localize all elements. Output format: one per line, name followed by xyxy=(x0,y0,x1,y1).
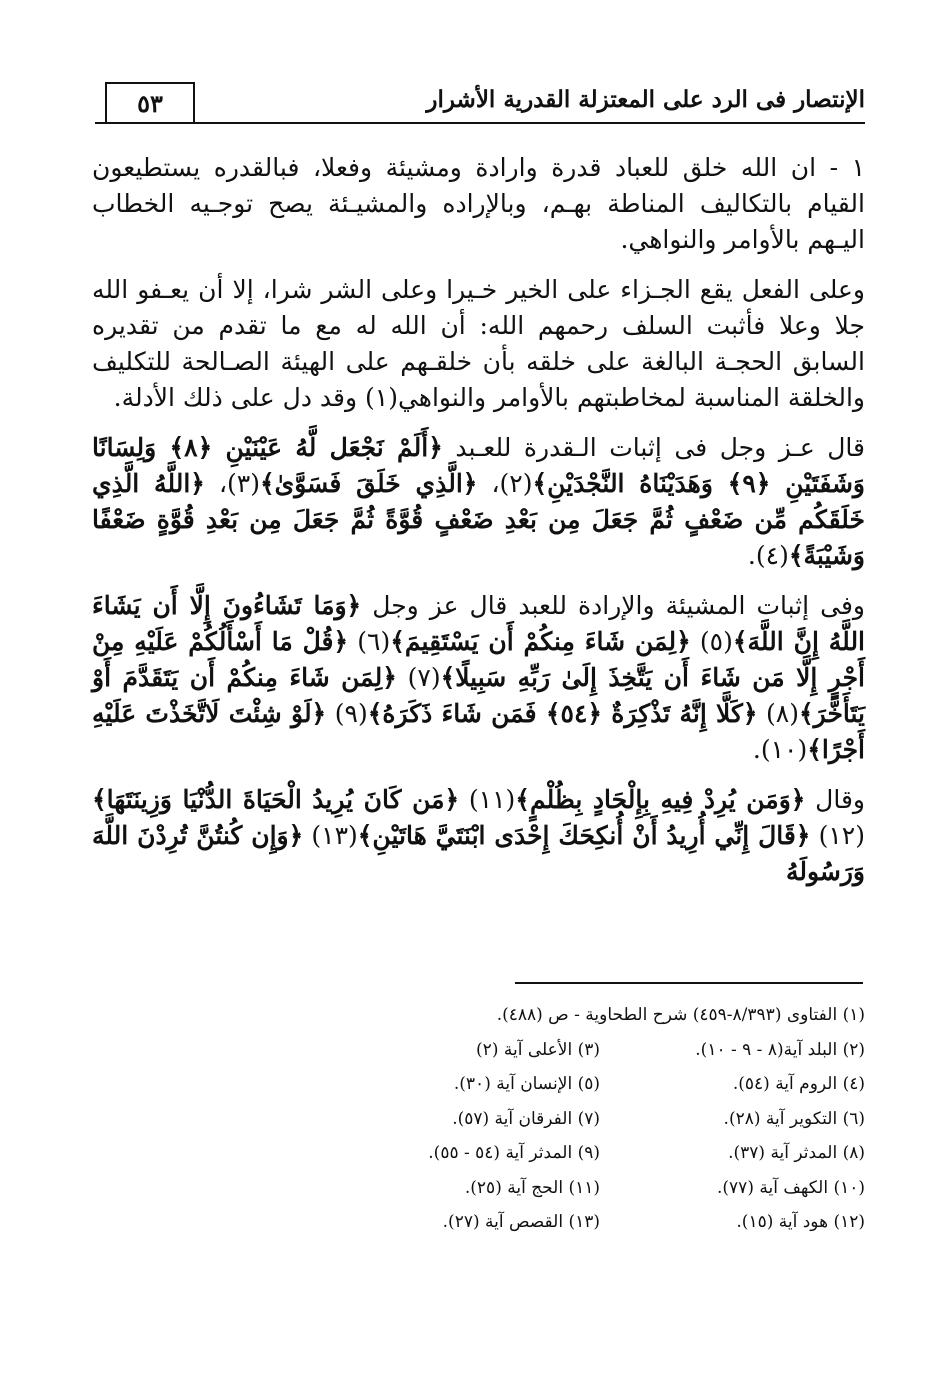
text-run: (١٠). xyxy=(752,735,808,764)
quran-verse: ﴿وَمَن يُرِدْ فِيهِ بِإِلْحَادٍ بِظُلْمٍ﴾ xyxy=(515,785,806,814)
text-run: (٧) xyxy=(396,663,441,692)
footnote: (٨) المدثر آية (٣٧). xyxy=(728,1143,865,1164)
text-run: (١٢) xyxy=(810,821,865,850)
footnote: (٦) التكوير آية (٢٨). xyxy=(723,1108,865,1129)
footnote-row xyxy=(330,1067,865,1102)
footnote: (٤) الروم آية (٥٤). xyxy=(732,1074,865,1095)
header-rule xyxy=(95,122,865,124)
footnote-row xyxy=(330,1205,865,1240)
text-run: وعلى الفعل يقع الجـزاء على الخير خـيرا وعلى الشر شرا، إلا أن يعـفو الله جلا وعلا فأثبت السلف رحمهم الله: أن الله له مع ما تقدم من تقديره السابق الحجـة البالغة على خلقه بأن خلقـهم على الهيئة الصـالحة للتكليف والخلقة المناسبة لمخاطبتهم بالأوامر والنواهي(١) وقد دل على ذلك الأدلة. xyxy=(92,275,865,412)
quran-verse: ﴿الَّذِي خَلَقَ فَسَوَّىٰ﴾ xyxy=(260,469,478,498)
footnote: (٩) المدثر آية (٥٤ - ٥٥). xyxy=(428,1143,600,1164)
quran-verse: ﴿لِمَن شَاءَ مِنكُمْ أَن يَتَقَدَّمَ أَوْ يَتَأَخَّرَ﴾ xyxy=(92,663,866,728)
footnote-row xyxy=(330,1136,865,1171)
footnote: (١٣) القصص آية (٢٧). xyxy=(442,1212,600,1233)
quran-verse: ﴿اللَّهُ الَّذِي خَلَقَكُم مِّن ضَعْفٍ ثُمَّ جَعَلَ مِن بَعْدِ ضَعْفٍ قُوَّةً ثُمَّ جَعَلَ مِن بَعْدِ قُوَّةٍ ضَعْفًا وَشَيْبَةً﴾ xyxy=(92,469,865,570)
text-run: (٢)، xyxy=(477,469,533,498)
text-run: (١٣) xyxy=(303,821,358,850)
text-run: وقال xyxy=(805,785,865,814)
quran-verse: ﴿قُلْ مَا أَسْأَلُكُمْ عَلَيْهِ مِنْ أَجْرٍ إِلَّا مَن شَاءَ أَن يَتَّخِذَ إِلَىٰ رَبِّهِ سَبِيلًا﴾ xyxy=(92,627,866,692)
quran-verse: ﴿وَإِن كُنتُنَّ تُرِدْنَ اللَّهَ وَرَسُولَهُ xyxy=(92,821,865,886)
text-run: وفى إثبات المشيئة والإرادة للعبد قال عز وجل xyxy=(361,591,865,620)
footnote: (٧) الفرقان آية (٥٧). xyxy=(452,1108,600,1129)
text-run: (٤). xyxy=(747,541,789,570)
footnote: (٥) الإنسان آية (٣٠). xyxy=(453,1074,600,1095)
text-run: (٥) xyxy=(690,627,733,656)
footnotes xyxy=(330,998,865,1240)
quran-verse: ﴿وَمَا تَشَاءُونَ إِلَّا أَن يَشَاءَ اللَّهُ إِنَّ اللَّهَ﴾ xyxy=(92,591,866,656)
footnote-divider xyxy=(515,982,863,984)
footnote: (٣) الأعلى آية (٢) xyxy=(476,1039,600,1060)
text-run: ١ - ان الله خلق للعباد قدرة وارادة ومشيئة وفعلا، فبالقدره يستطيعون القيام بالتكاليف المناطة بهـم، وبالإراده والمشيـئة يصح توجـيه الخطاب اليـهم بالأوامر والنواهي. xyxy=(92,153,865,254)
paragraph xyxy=(92,150,865,258)
page-number-text: ٥٣ xyxy=(137,88,163,118)
text-run: (١١) xyxy=(459,785,516,814)
paragraph xyxy=(92,588,865,768)
quran-verse: ﴿كَلَّا إِنَّهُ تَذْكِرَةٌ ﴿٥٤﴾ فَمَن شَاءَ ذَكَرَهُ﴾ xyxy=(367,699,758,728)
quran-verse: ﴿لِمَن شَاءَ مِنكُمْ أَن يَسْتَقِيمَ﴾ xyxy=(390,627,691,656)
text-run: (٩) xyxy=(326,699,368,728)
footnote-row xyxy=(330,1033,865,1068)
text-run: قال عـز وجل فى إثبات الـقدرة للعـبد xyxy=(442,433,865,462)
footnote-row xyxy=(330,998,865,1033)
quran-verse: ﴿لَوْ شِئْتَ لَاتَّخَذْتَ عَلَيْهِ أَجْرًا﴾ xyxy=(92,699,865,764)
running-title: الإنتصار فى الرد على المعتزلة القدرية الأشرار xyxy=(426,86,865,113)
footnote: (١٢) هود آية (١٥). xyxy=(736,1212,865,1233)
quran-verse: ﴿قَالَ إِنِّي أُرِيدُ أَنْ أُنكِحَكَ إِحْدَى ابْنَتَيَّ هَاتَيْنِ﴾ xyxy=(357,821,811,850)
text-run: (٨) xyxy=(757,699,799,728)
text-run: (٣)، xyxy=(204,469,260,498)
footnote: (١٠) الكهف آية (٧٧). xyxy=(717,1177,865,1198)
page-header xyxy=(95,82,865,126)
body-text xyxy=(92,150,865,904)
footnote-row xyxy=(330,1171,865,1206)
footnote: (١١) الحج آية (٢٥). xyxy=(464,1177,600,1198)
page-number xyxy=(105,82,195,124)
quran-verse: ﴿مَن كَانَ يُرِيدُ الْحَيَاةَ الدُّنْيَا وَزِينَتَهَا﴾ xyxy=(92,785,460,814)
paragraph xyxy=(92,272,865,416)
paragraph xyxy=(92,782,865,890)
paragraph xyxy=(92,430,865,574)
footnote: (١) الفتاوى (٨/٣٩٣-٤٥٩) شرح الطحاوية - ص (٤٨٨). xyxy=(496,1005,865,1026)
text-run: (٦) xyxy=(348,627,391,656)
quran-verse: ﴿أَلَمْ نَجْعَل لَّهُ عَيْنَيْنِ ﴿٨﴾ وَلِسَانًا وَشَفَتَيْنِ ﴿٩﴾ وَهَدَيْنَاهُ النَّجْدَيْنِ﴾ xyxy=(92,433,865,498)
footnote-row xyxy=(330,1102,865,1137)
footnote: (٢) البلد آية(٨ - ٩ - ١٠). xyxy=(695,1039,865,1060)
